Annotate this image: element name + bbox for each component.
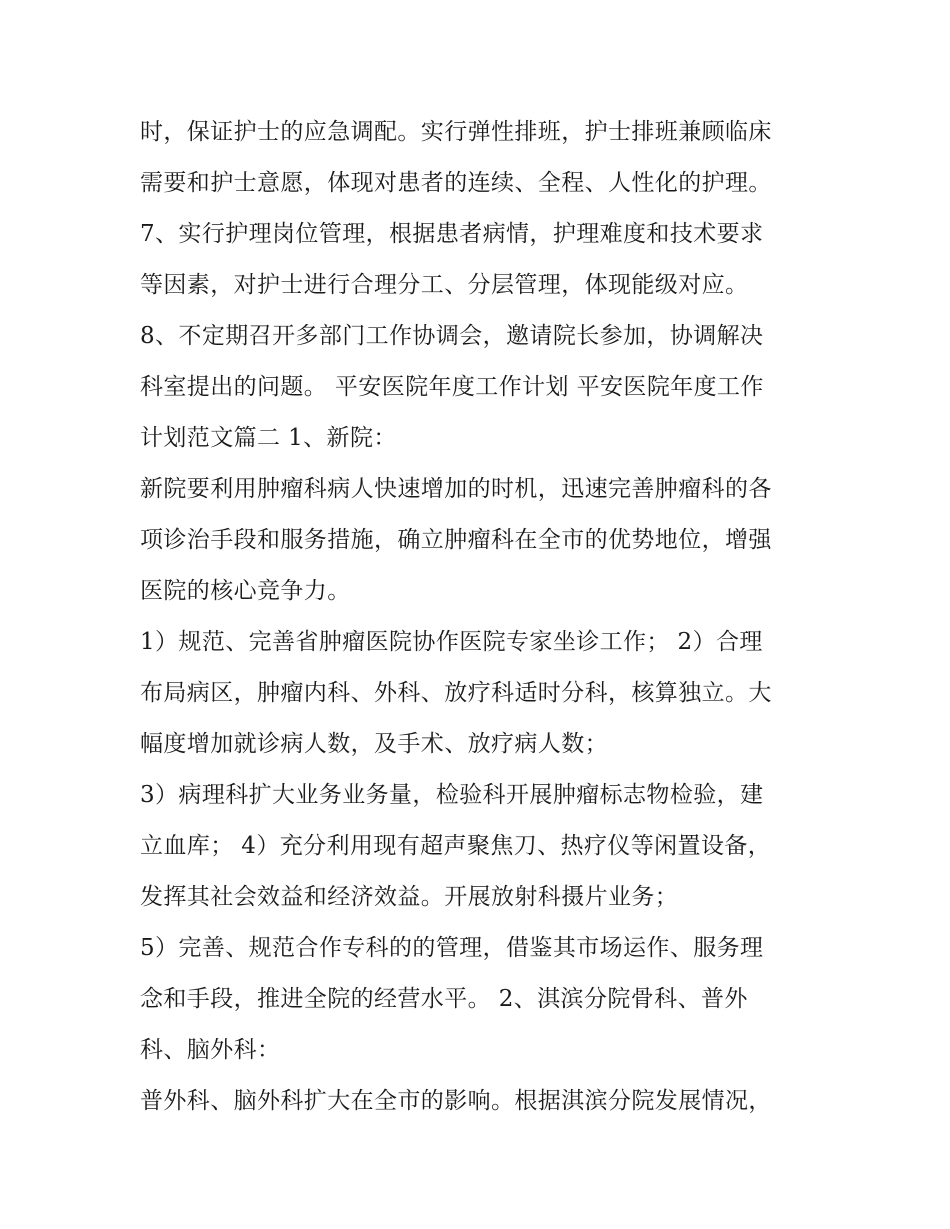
text-line: 1）规范、完善省肿瘤医院协作医院专家坐诊工作； 2）合理 [140,629,763,655]
text-line: 念和手段，推进全院的经营水平。 2、淇滨分院骨科、普外 [140,986,748,1012]
text-line: 医院的核心竞争力。 [140,578,351,604]
text-line: 普外科、脑外科扩大在全市的影响。根据淇滨分院发展情况， [140,1088,772,1114]
text-line: 8、不定期召开多部门工作协调会，邀请院长参加，协调解决 [140,323,764,349]
text-line: 发挥其社会效益和经济效益。开展放射科摄片业务； [140,884,679,910]
text-line: 需要和护士意愿，体现对患者的连续、全程、人性化的护理。 [140,170,772,196]
text-line: 布局病区，肿瘤内科、外科、放疗科适时分科，核算独立。大 [140,680,772,706]
text-line: 3）病理科扩大业务业务量，检验科开展肿瘤标志物检验，建 [140,782,764,808]
text-line: 项诊治手段和服务措施，确立肿瘤科在全市的优势地位，增强 [140,527,772,553]
text-line: 科室提出的问题。 平安医院年度工作计划 平安医院年度工作 [140,374,764,400]
text-line: 幅度增加就诊病人数，及手术、放疗病人数； [140,731,608,757]
text-line: 立血库； 4）充分利用现有超声聚焦刀、热疗仪等闲置设备， [140,833,772,859]
text-line: 科、脑外科： [140,1037,281,1063]
body-text [140,107,820,1127]
text-line: 计划范文篇二 1、新院： [140,425,397,451]
text-line: 新院要利用肿瘤科病人快速增加的时机，迅速完善肿瘤科的各 [140,476,772,502]
text-line: 5）完善、规范合作专科的的管理，借鉴其市场运作、服务理 [140,935,764,961]
text-line: 等因素，对护士进行合理分工、分层管理，体现能级对应。 [140,272,749,298]
text-line: 7、实行护理岗位管理，根据患者病情，护理难度和技术要求 [140,221,764,247]
text-line: 时，保证护士的应急调配。实行弹性排班，护士排班兼顾临床 [140,119,772,145]
